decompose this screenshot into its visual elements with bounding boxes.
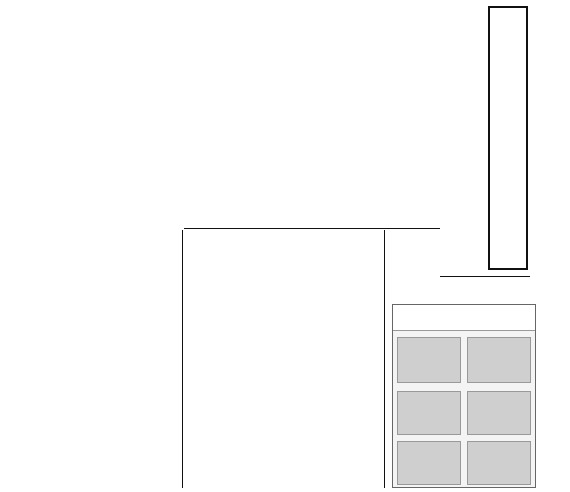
headline-rule	[440, 276, 530, 277]
column-rule	[384, 230, 385, 488]
subheadline-tag	[448, 8, 478, 74]
newsletter-masthead	[393, 305, 535, 331]
photo-3	[397, 391, 461, 435]
news-kicker	[540, 282, 564, 486]
photo-5	[397, 441, 461, 485]
body-rule	[184, 228, 440, 229]
article-lower-paragraph	[6, 246, 178, 486]
photo-4	[467, 391, 531, 435]
column-rule-left	[182, 230, 183, 488]
photo-1	[397, 337, 461, 383]
photo-6	[467, 441, 531, 485]
subheadline-main	[446, 78, 480, 278]
headline-main	[490, 10, 526, 266]
newsletter-photo	[392, 304, 536, 488]
headline-kicker	[530, 6, 566, 214]
article-top-paragraph	[296, 6, 438, 226]
photo-2	[467, 337, 531, 383]
